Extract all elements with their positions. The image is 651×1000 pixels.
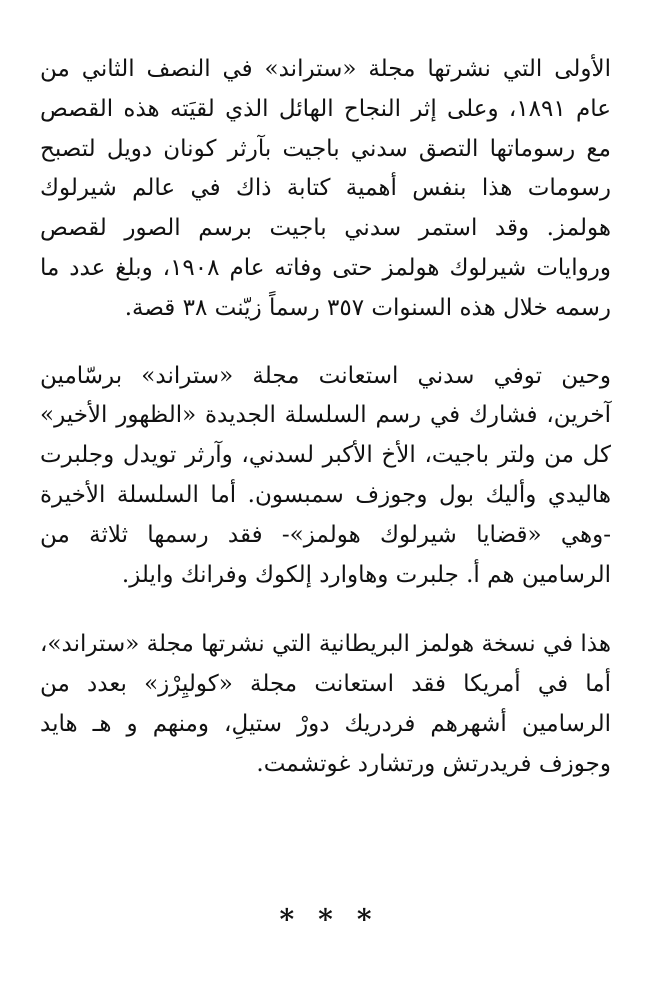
paragraph-3: هذا في نسخة هولمز البريطانية التي نشرتها مجلة «ستراند»، أما في أمريكا فقد استعانت مجلة «كوليِرْز» بعدد من الرسامين أشهرهم فردريك دورْ ستيلِ، ومنهم و هـ هايد وجوزف فريدرتش ورتشارد غوتشمت. bbox=[40, 631, 611, 777]
paragraph-2: وحين توفي سدني استعانت مجلة «ستراند» برسّامين آخرين، فشارك في رسم السلسلة الجديدة «الظهور الأخير» كل من ولتر باجيت، الأخ الأكبر لسدني، وآرثر تويدل وجلبرت هاليدي وأليك بول وجوزف سمبسون. أما السلسلة الأخيرة -وهي «قضايا شيرلوك هولمز»- فقد رسمها ثلاثة من الرسامين هم أ. جلبرت وهاوارد إلكوك وفرانك وايلز. bbox=[40, 362, 611, 588]
paragraph-1: الأولى التي نشرتها مجلة «ستراند» في النصف الثاني من عام ١٨٩١، وعلى إثر النجاح الهائل الذي لقيَته هذه القصص مع رسوماتها التصق سدني باجيت بآرثر كونان دويل لتصبح رسومات هذا بنفس أهمية كتابة ذاك في عالم شيرلوك هولمز. وقد استمر سدني باجيت برسم الصور لقصص وروايات شيرلوك هولمز حتى وفاته عام ١٩٠٨، وبلغ عدد ما رسمه خلال هذه السنوات ٣٥٧ رسماً زيّنت ٣٨ قصة. bbox=[40, 56, 611, 321]
section-separator: *** bbox=[279, 903, 396, 936]
